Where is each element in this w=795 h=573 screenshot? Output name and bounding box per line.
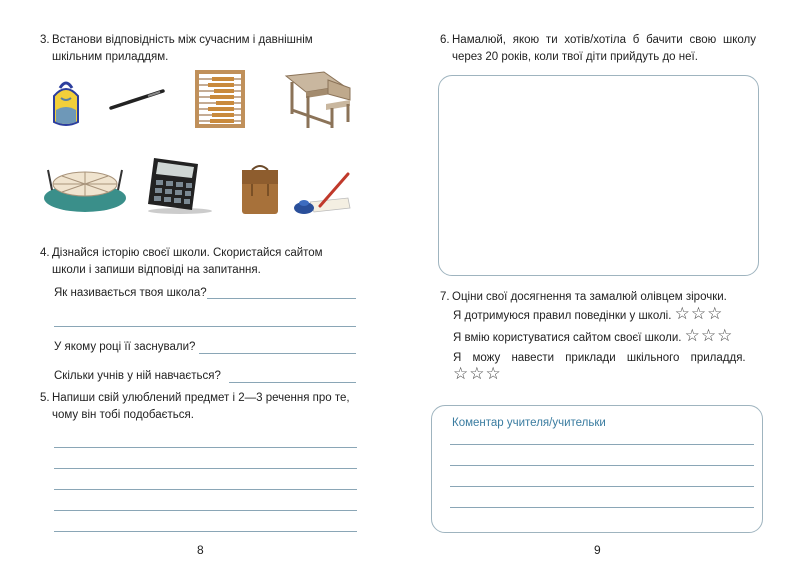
task-number: 6.	[440, 34, 450, 46]
task-number: 3.	[40, 34, 50, 46]
page-number: 8	[197, 543, 204, 557]
self-assessment-behavior	[453, 306, 723, 325]
answer-line-founding-year[interactable]	[199, 353, 356, 354]
question-founding-year: У якому році її заснували?	[54, 341, 196, 353]
writing-line[interactable]	[54, 468, 357, 469]
writing-line[interactable]	[54, 447, 357, 448]
task-5	[40, 390, 358, 424]
comment-line[interactable]	[450, 507, 754, 508]
answer-line-student-count[interactable]	[229, 382, 356, 383]
page-number: 9	[594, 543, 601, 557]
inkwell-and-quill-image	[290, 170, 352, 216]
abacus-image	[194, 70, 246, 128]
task-number: 5.	[40, 392, 50, 404]
old-school-desk-image	[284, 70, 354, 132]
star-rating[interactable]: ☆☆☆	[453, 364, 502, 384]
comment-line[interactable]	[450, 444, 754, 445]
star-rating[interactable]: ☆☆☆	[684, 326, 734, 346]
task-3	[40, 32, 358, 66]
answer-line-school-name-continued[interactable]	[54, 326, 356, 327]
round-classroom-tables-image	[42, 160, 128, 216]
question-student-count: Скільки учнів у ній навчається?	[54, 370, 221, 382]
left-page	[0, 0, 397, 573]
writing-line[interactable]	[54, 489, 357, 490]
comment-line[interactable]	[450, 486, 754, 487]
comment-line[interactable]	[450, 465, 754, 466]
task-text: Встанови відповідність між сучасним і давнішнім шкільним приладдям.	[52, 34, 313, 63]
old-satchel-image	[238, 162, 282, 216]
drawing-area[interactable]	[438, 75, 759, 276]
task-text: Напиши свій улюблений предмет і 2—3 речення про те, чому він тобі подобається.	[52, 392, 350, 421]
calculator-image	[144, 156, 212, 216]
right-page	[397, 0, 795, 573]
task-text: Оціни свої досягнення та замалюй олівцем зірочки.	[452, 291, 727, 303]
self-assessment-supplies-stars	[453, 366, 502, 385]
task-4	[40, 245, 358, 279]
statement-text: Я можу навести приклади шкільного приладдя.	[453, 352, 746, 364]
writing-line[interactable]	[54, 531, 357, 532]
task-number: 7.	[440, 291, 450, 303]
self-assessment-website	[453, 328, 733, 347]
task-text: Намалюй, якою ти хотів/хотіла б бачити свою школу через 20 років, коли твої діти прийдуть до неї.	[452, 34, 756, 63]
writing-line[interactable]	[54, 510, 357, 511]
task-number: 4.	[40, 247, 50, 259]
statement-text: Я вмію користуватися сайтом своєї школи.	[453, 332, 682, 344]
statement-text: Я дотримуюся правил поведінки у школі.	[453, 310, 672, 322]
star-rating[interactable]: ☆☆☆	[674, 304, 724, 324]
backpack-image	[48, 78, 84, 128]
question-school-name: Як називається твоя школа?	[54, 287, 207, 299]
task-text: Дізнайся історію своєї школи. Скористайся сайтом школи і запиши відповіді на запитання.	[52, 247, 323, 276]
answer-line-school-name[interactable]	[207, 298, 356, 299]
teacher-comment-title: Коментар учителя/учительки	[452, 417, 606, 429]
fountain-pen-image	[108, 86, 166, 112]
task-6	[440, 32, 756, 66]
